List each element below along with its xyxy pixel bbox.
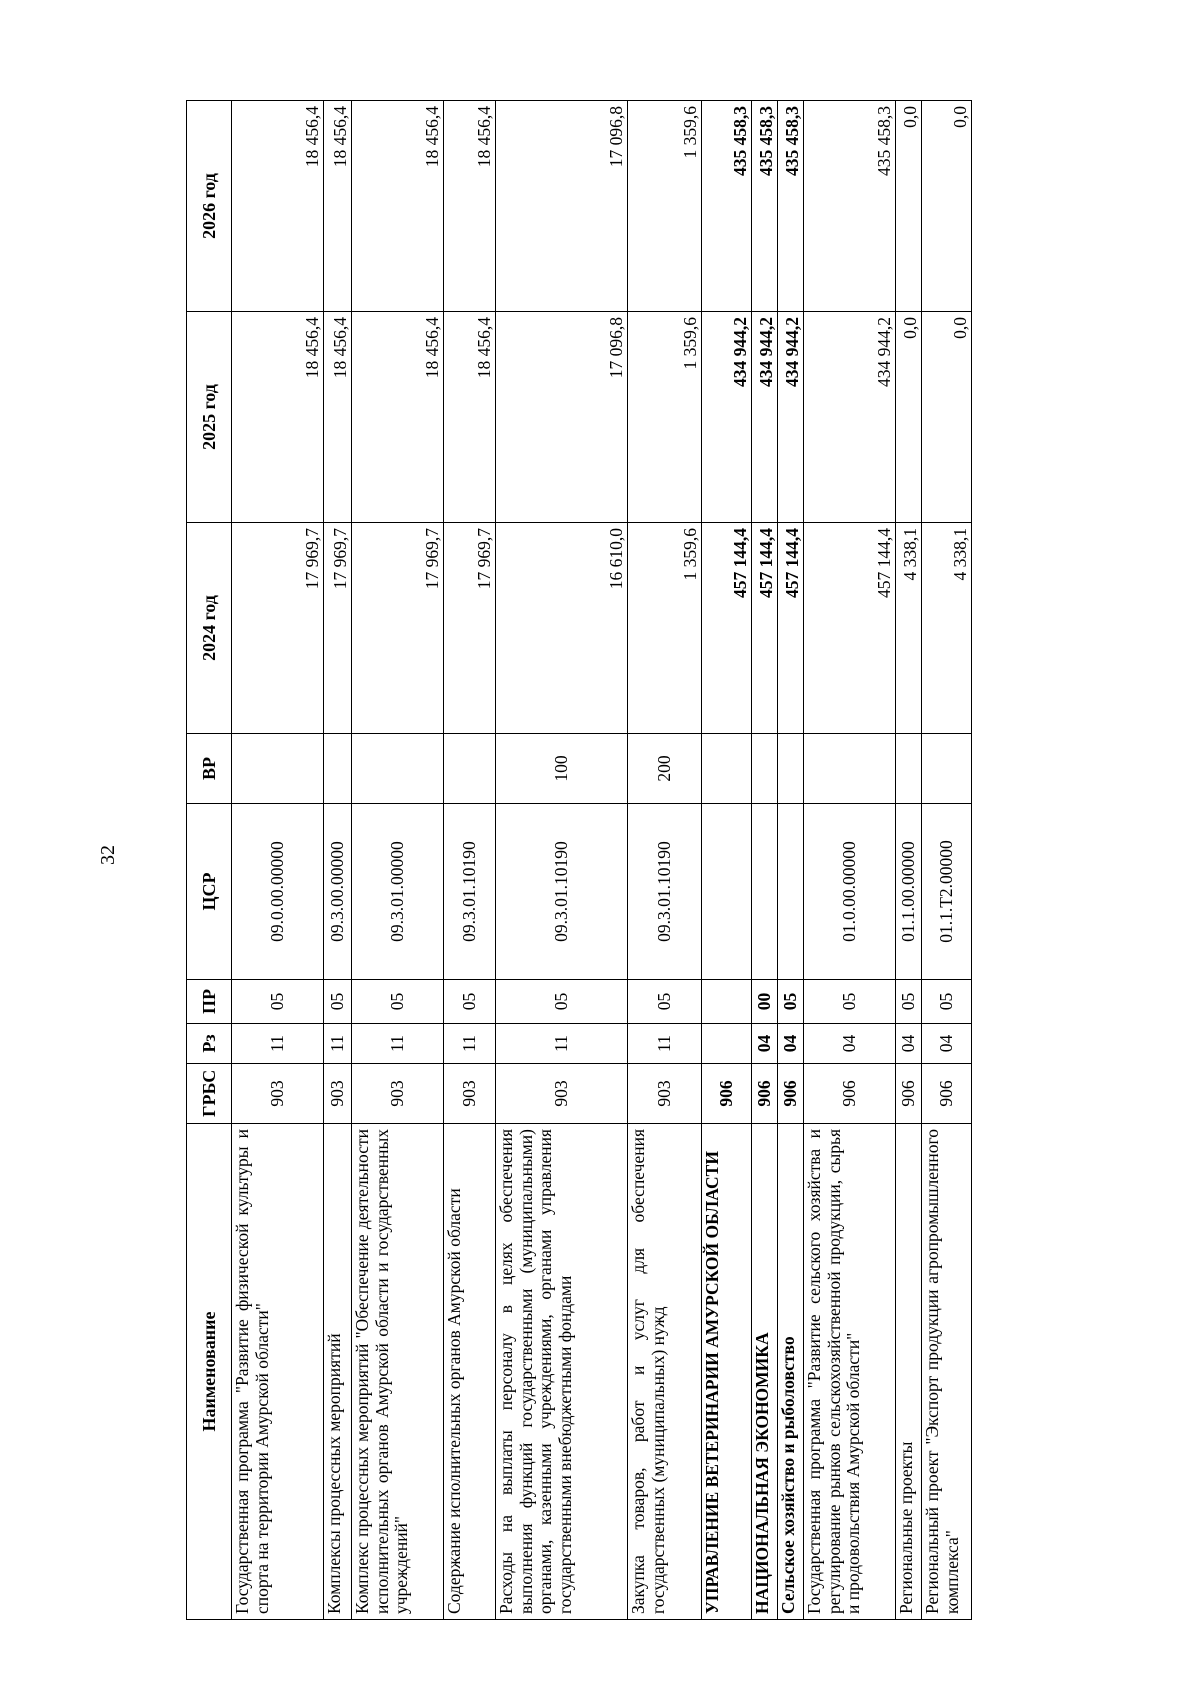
row-name: УПРАВЛЕНИЕ ВЕТЕРИНАРИИ АМУРСКОЙ ОБЛАСТИ [702, 1124, 752, 1620]
row-2026: 18 456,4 [444, 101, 496, 312]
table-row [496, 101, 628, 1620]
row-2024: 1 359,6 [628, 523, 702, 734]
row-2024: 457 144,4 [804, 523, 896, 734]
row-pr: 05 [324, 980, 352, 1024]
table-row [922, 101, 972, 1620]
row-rz: 11 [628, 1024, 702, 1064]
row-name: Государственная программа "Развитие сельского хозяйства и регулирование рынков сельскохозяйственной продукции, сырья и продовольствия Амурской области" [804, 1124, 896, 1620]
header-grbs: ГРБС [187, 1064, 232, 1124]
row-grbs: 903 [324, 1064, 352, 1124]
row-pr: 05 [778, 980, 804, 1024]
table-row [324, 101, 352, 1620]
row-2026: 17 096,8 [496, 101, 628, 312]
row-2024: 16 610,0 [496, 523, 628, 734]
row-2024: 17 969,7 [352, 523, 444, 734]
row-name: Региональный проект "Экспорт продукции агропромышленного комплекса" [922, 1124, 972, 1620]
row-2025: 0,0 [922, 312, 972, 523]
row-grbs: 903 [496, 1064, 628, 1124]
budget-table [186, 100, 972, 1620]
row-vr [352, 734, 444, 804]
row-2025: 18 456,4 [324, 312, 352, 523]
row-grbs: 906 [896, 1064, 922, 1124]
row-csr: 09.3.01.10190 [628, 804, 702, 980]
row-2026: 1 359,6 [628, 101, 702, 312]
row-vr [752, 734, 778, 804]
row-name: Содержание исполнительных органов Амурской области [444, 1124, 496, 1620]
row-grbs: 906 [778, 1064, 804, 1124]
row-2026: 18 456,4 [232, 101, 324, 312]
header-pr: ПР [187, 980, 232, 1024]
row-rz: 04 [896, 1024, 922, 1064]
row-rz: 11 [444, 1024, 496, 1064]
row-2025: 17 096,8 [496, 312, 628, 523]
header-2025: 2025 год [187, 312, 232, 523]
header-2024: 2024 год [187, 523, 232, 734]
row-vr [232, 734, 324, 804]
row-pr [702, 980, 752, 1024]
row-csr [778, 804, 804, 980]
row-csr: 09.0.00.00000 [232, 804, 324, 980]
row-pr: 05 [496, 980, 628, 1024]
row-2025: 1 359,6 [628, 312, 702, 523]
row-name: Комплексы процессных мероприятий [324, 1124, 352, 1620]
row-2026: 18 456,4 [352, 101, 444, 312]
table-row [628, 101, 702, 1620]
row-2026: 435 458,3 [804, 101, 896, 312]
row-2025: 434 944,2 [778, 312, 804, 523]
row-2024: 457 144,4 [752, 523, 778, 734]
row-rz: 04 [752, 1024, 778, 1064]
row-2024: 17 969,7 [324, 523, 352, 734]
table-row [702, 101, 752, 1620]
header-2026: 2026 год [187, 101, 232, 312]
page-number: 32 [97, 845, 119, 865]
table-row [232, 101, 324, 1620]
row-2024: 457 144,4 [778, 523, 804, 734]
row-rz: 04 [922, 1024, 972, 1064]
table-row [804, 101, 896, 1620]
row-2024: 457 144,4 [702, 523, 752, 734]
row-2026: 0,0 [922, 101, 972, 312]
rotated-table-container [186, 100, 1061, 1620]
row-name: НАЦИОНАЛЬНАЯ ЭКОНОМИКА [752, 1124, 778, 1620]
row-vr: 100 [496, 734, 628, 804]
table-header-row [187, 101, 232, 1620]
row-csr: 09.3.00.00000 [324, 804, 352, 980]
row-pr: 05 [628, 980, 702, 1024]
row-csr: 09.3.01.10190 [496, 804, 628, 980]
row-grbs: 903 [352, 1064, 444, 1124]
row-pr: 05 [444, 980, 496, 1024]
row-vr [702, 734, 752, 804]
row-pr: 05 [804, 980, 896, 1024]
row-vr [804, 734, 896, 804]
table-row [352, 101, 444, 1620]
row-rz: 11 [324, 1024, 352, 1064]
row-name: Региональные проекты [896, 1124, 922, 1620]
row-2026: 435 458,3 [702, 101, 752, 312]
row-vr [896, 734, 922, 804]
row-csr: 01.1.T2.00000 [922, 804, 972, 980]
table-row [778, 101, 804, 1620]
row-pr: 05 [352, 980, 444, 1024]
row-rz: 11 [496, 1024, 628, 1064]
row-name: Расходы на выплаты персоналу в целях обеспечения выполнения функций государственными (муниципальными) органами, казенными учреждениями, органами управления государственными внебюджетными фондами [496, 1124, 628, 1620]
row-vr [324, 734, 352, 804]
row-2026: 18 456,4 [324, 101, 352, 312]
row-name: Сельское хозяйство и рыболовство [778, 1124, 804, 1620]
row-grbs: 903 [444, 1064, 496, 1124]
row-name: Комплекс процессных мероприятий "Обеспечение деятельности исполнительных органов Амурской области и государственных учреждений" [352, 1124, 444, 1620]
row-csr: 09.3.01.00000 [352, 804, 444, 980]
row-name: Государственная программа "Развитие физической культуры и спорта на территории Амурской области" [232, 1124, 324, 1620]
row-name: Закупка товаров, работ и услуг для обеспечения государственных (муниципальных) нужд [628, 1124, 702, 1620]
row-2025: 18 456,4 [232, 312, 324, 523]
row-2024: 17 969,7 [232, 523, 324, 734]
row-rz [702, 1024, 752, 1064]
row-csr: 09.3.01.10190 [444, 804, 496, 980]
row-2026: 435 458,3 [778, 101, 804, 312]
header-rz: Рз [187, 1024, 232, 1064]
row-2025: 18 456,4 [352, 312, 444, 523]
row-2024: 4 338,1 [922, 523, 972, 734]
row-2024: 4 338,1 [896, 523, 922, 734]
row-2025: 434 944,2 [804, 312, 896, 523]
row-2025: 434 944,2 [702, 312, 752, 523]
row-2025: 0,0 [896, 312, 922, 523]
row-2026: 0,0 [896, 101, 922, 312]
row-csr: 01.1.00.00000 [896, 804, 922, 980]
row-csr [702, 804, 752, 980]
row-pr: 00 [752, 980, 778, 1024]
row-csr [752, 804, 778, 980]
row-grbs: 906 [804, 1064, 896, 1124]
row-rz: 04 [778, 1024, 804, 1064]
row-pr: 05 [922, 980, 972, 1024]
row-vr [778, 734, 804, 804]
row-csr: 01.0.00.00000 [804, 804, 896, 980]
row-pr: 05 [232, 980, 324, 1024]
row-vr [922, 734, 972, 804]
row-vr: 200 [628, 734, 702, 804]
row-grbs: 903 [232, 1064, 324, 1124]
row-2025: 18 456,4 [444, 312, 496, 523]
row-vr [444, 734, 496, 804]
table-row [752, 101, 778, 1620]
row-rz: 11 [352, 1024, 444, 1064]
row-2026: 435 458,3 [752, 101, 778, 312]
row-grbs: 906 [922, 1064, 972, 1124]
row-rz: 11 [232, 1024, 324, 1064]
row-grbs: 906 [752, 1064, 778, 1124]
row-grbs: 906 [702, 1064, 752, 1124]
row-2024: 17 969,7 [444, 523, 496, 734]
header-name: Наименование [187, 1124, 232, 1620]
row-rz: 04 [804, 1024, 896, 1064]
row-pr: 05 [896, 980, 922, 1024]
row-grbs: 903 [628, 1064, 702, 1124]
row-2025: 434 944,2 [752, 312, 778, 523]
table-row [896, 101, 922, 1620]
table-row [444, 101, 496, 1620]
header-vr: ВР [187, 734, 232, 804]
header-csr: ЦСР [187, 804, 232, 980]
